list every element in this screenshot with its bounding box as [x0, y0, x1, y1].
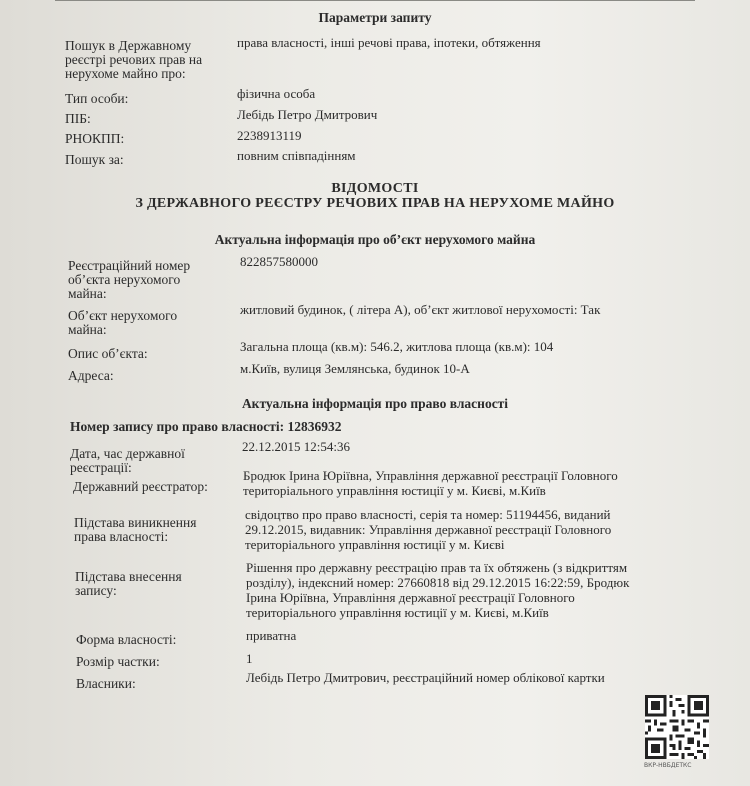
tax-value: 2238913119 — [237, 128, 302, 143]
tax-label: РНОКПП: — [65, 131, 125, 146]
top-rule — [55, 0, 695, 1]
entry-label-2: запису: — [75, 583, 117, 598]
share-label: Розмір частки: — [76, 654, 160, 669]
record-number: Номер запису про право власності: 12836932 — [70, 419, 342, 434]
reg-label-3: майна: — [68, 286, 107, 301]
entry-label-1: Підстава внесення — [75, 569, 182, 584]
date-value: 22.12.2015 12:54:36 — [242, 439, 350, 454]
ownership-section-title: Актуальна інформація про право власності — [241, 396, 509, 411]
basis-value-2: 29.12.2015, видавник: Управління державної реєстрації Головного — [245, 522, 612, 537]
form-value: приватна — [246, 628, 297, 643]
share-value: 1 — [246, 651, 253, 666]
reg-label-2: об’єкта нерухомого — [68, 272, 181, 287]
person-type-label: Тип особи: — [65, 91, 129, 106]
basis-value-3: територіального управління юстиції у м. Києві — [245, 537, 505, 552]
property-section-title: Актуальна інформація про об’єкт нерухомого майна — [214, 232, 536, 247]
entry-value-4: територіального управління юстиції у м. Києві, м.Київ — [246, 605, 549, 620]
owners-label: Власники: — [76, 676, 136, 691]
basis-value-1: свідоцтво про право власності, серія та номер: 51194456, виданий — [245, 507, 611, 522]
basis-label-1: Підстава виникнення — [74, 515, 197, 530]
address-value: м.Київ, вулиця Землянська, будинок 10-А — [240, 361, 470, 376]
reg-value: 822857580000 — [240, 254, 318, 269]
name-label: ПІБ: — [65, 111, 91, 126]
person-type-value: фізична особа — [237, 86, 316, 101]
registrar-value-2: територіального управління юстиції у м. Києві, м.Київ — [243, 483, 546, 498]
search-label-3: нерухоме майно про: — [65, 66, 186, 81]
object-label-2: майна: — [68, 322, 107, 337]
doc-title-1: ВІДОМОСТІ — [331, 181, 419, 196]
desc-value: Загальна площа (кв.м): 546.2, житлова площа (кв.м): 104 — [240, 339, 554, 354]
query-title: Параметри запиту — [318, 10, 432, 25]
entry-value-2: розділу), індексний номер: 27660818 від 29.12.2015 16:22:59, Бродюк — [246, 575, 630, 590]
search-label-1: Пошук в Державному — [65, 38, 192, 53]
basis-label-2: права власності: — [74, 529, 169, 544]
search-by-label: Пошук за: — [65, 152, 124, 167]
registrar-label: Державний реєстратор: — [73, 479, 208, 494]
object-label-1: Об’єкт нерухомого — [68, 308, 178, 323]
qr-caption: ВКР-НВБДЕТКС — [644, 762, 692, 769]
search-by-value: повним співпадінням — [237, 148, 356, 163]
entry-value-3: Ірина Юріївна, Управління державної реєстрації Головного — [246, 590, 575, 605]
search-label-2: реєстрі речових прав на — [65, 52, 203, 67]
registrar-value-1: Бродюк Ірина Юріївна, Управління державної реєстрації Головного — [243, 468, 618, 483]
desc-label: Опис об’єкта: — [68, 346, 148, 361]
object-value: житловий будинок, ( літера А), об’єкт житлової нерухомості: Так — [240, 302, 601, 317]
qr-code — [645, 695, 709, 759]
owners-value: Лебідь Петро Дмитрович, реєстраційний номер облікової картки — [246, 670, 605, 685]
date-label-1: Дата, час державної — [70, 446, 185, 461]
reg-label-1: Реєстраційний номер — [68, 258, 191, 273]
form-label: Форма власності: — [76, 632, 177, 647]
entry-value-1: Рішення про державну реєстрацію прав та їх обтяжень (з відкриттям — [246, 560, 628, 575]
address-label: Адреса: — [68, 368, 114, 383]
search-value: права власності, інші речові права, іпотеки, обтяження — [237, 35, 541, 50]
date-label-2: реєстрації: — [70, 460, 132, 475]
doc-title-2: З ДЕРЖАВНОГО РЕЄСТРУ РЕЧОВИХ ПРАВ НА НЕРУХОМЕ МАЙНО — [135, 196, 615, 211]
name-value: Лебідь Петро Дмитрович — [237, 107, 378, 122]
